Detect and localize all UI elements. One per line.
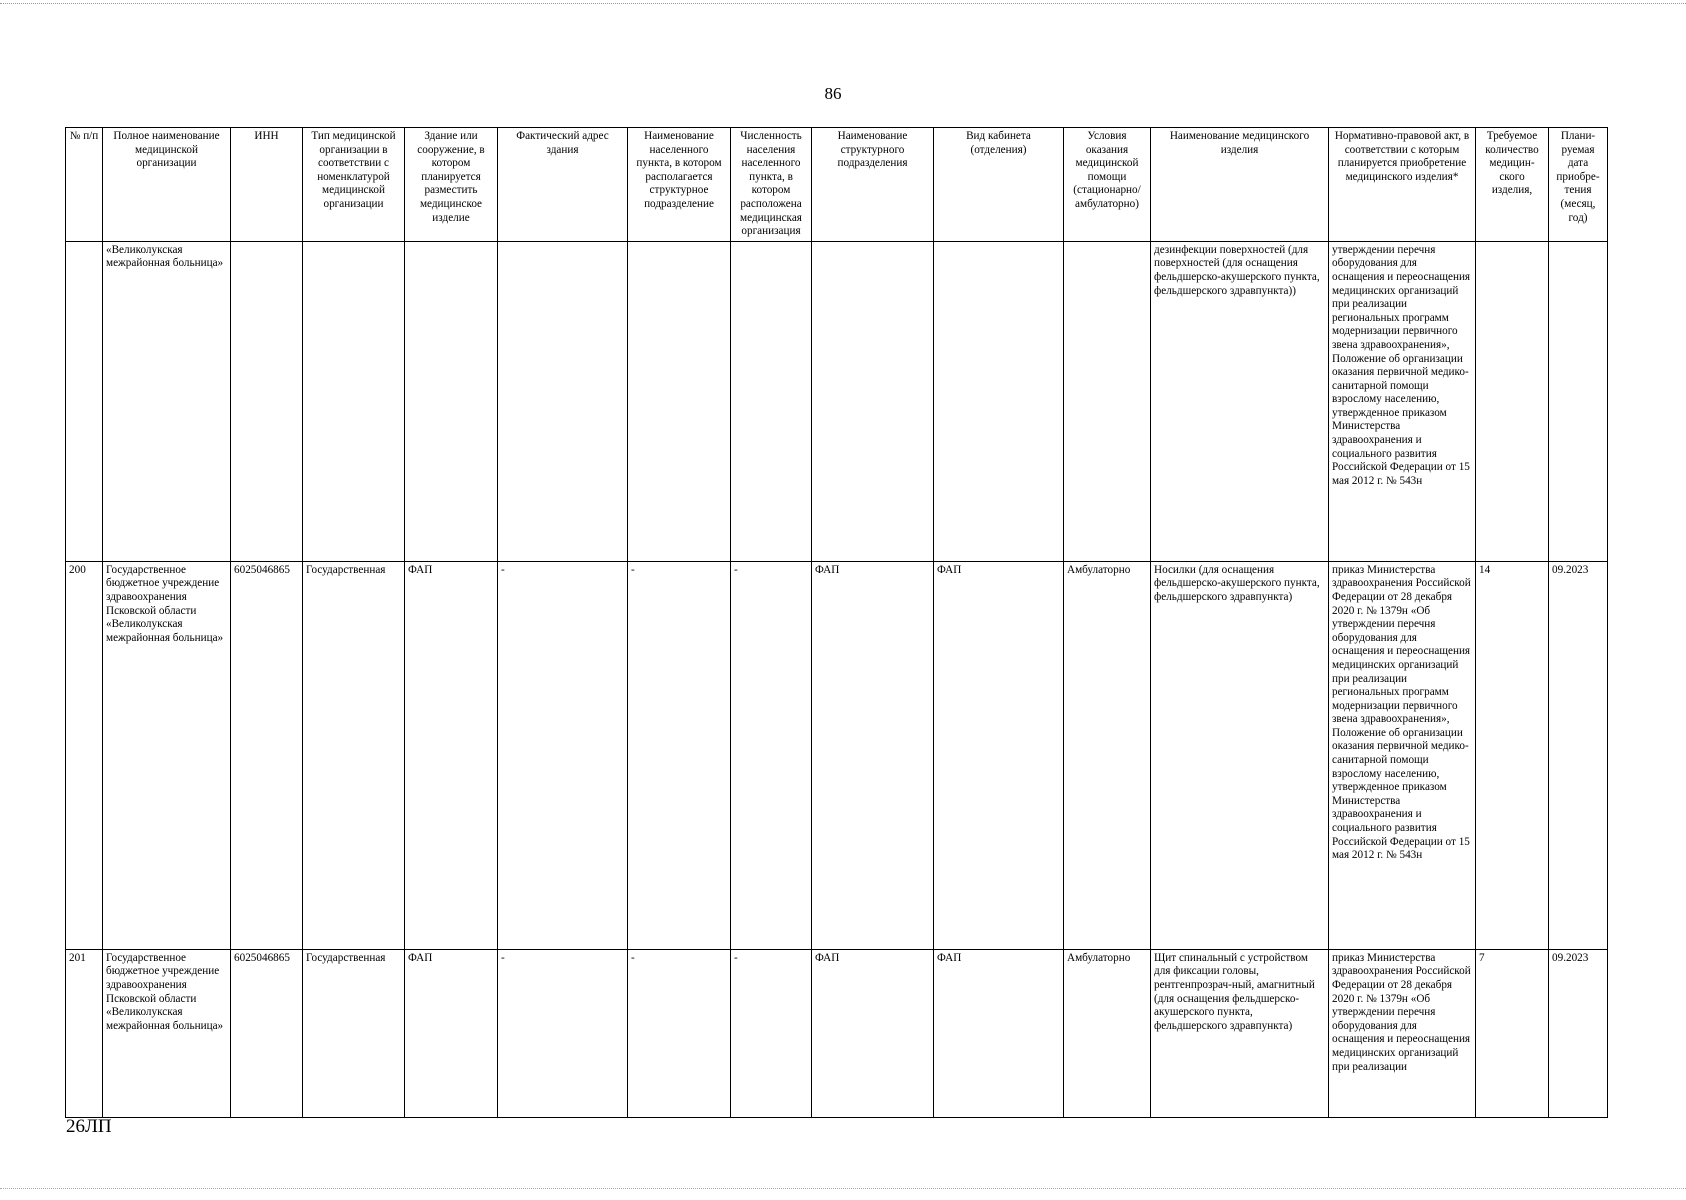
cell-cabinet: ФАП xyxy=(934,561,1064,949)
cell-building xyxy=(405,241,498,561)
col-header-num: № п/п xyxy=(66,128,103,242)
cell-device: Носилки (для оснащения фельдшерско-акушерского пункта, фельдшерского здравпункта) xyxy=(1151,561,1329,949)
cell-qty xyxy=(1476,241,1549,561)
cell-conditions: Амбулаторно xyxy=(1064,561,1151,949)
table-header-row xyxy=(66,128,1608,242)
cell-population: - xyxy=(731,949,812,1117)
col-header-building: Здание или сооружение, в котором планируется разместить медицинское изделие xyxy=(405,128,498,242)
cell-unit: ФАП xyxy=(812,561,934,949)
cell-org: Государственное бюджетное учреждение здравоохранения Псковской области «Великолукская межрайонная больница» xyxy=(103,561,231,949)
cell-inn: 6025046865 xyxy=(231,949,303,1117)
table-row xyxy=(66,949,1608,1117)
cell-address xyxy=(498,241,628,561)
cell-qty: 14 xyxy=(1476,561,1549,949)
cell-date: 09.2023 xyxy=(1549,949,1608,1117)
col-header-org: Полное наименование медицинской организации xyxy=(103,128,231,242)
cell-unit xyxy=(812,241,934,561)
cell-act: приказ Министерства здравоохранения Российской Федерации от 28 декабря 2020 г. № 1379н «Об утверждении перечня оборудования для оснащения и переоснащения медицинских организаций при реализации xyxy=(1329,949,1476,1117)
col-header-date: Плани-руемая дата приобре-тения (месяц, год) xyxy=(1549,128,1608,242)
cell-building: ФАП xyxy=(405,561,498,949)
cell-num: 200 xyxy=(66,561,103,949)
cell-type: Государственная xyxy=(303,949,405,1117)
cell-cabinet xyxy=(934,241,1064,561)
cell-population: - xyxy=(731,561,812,949)
col-header-device: Наименование медицинского изделия xyxy=(1151,128,1329,242)
page-number: 86 xyxy=(824,84,842,103)
cell-type: Государственная xyxy=(303,561,405,949)
cell-population xyxy=(731,241,812,561)
col-header-locality: Наименование населенного пункта, в котором располагается структурное подразделение xyxy=(628,128,731,242)
col-header-unit: Наименование структурного подразделения xyxy=(812,128,934,242)
cell-qty: 7 xyxy=(1476,949,1549,1117)
cell-inn: 6025046865 xyxy=(231,561,303,949)
col-header-conditions: Условия оказания медицинской помощи (стационарно/ амбулаторно) xyxy=(1064,128,1151,242)
cell-num xyxy=(66,241,103,561)
equipment-table xyxy=(65,127,1608,1118)
cell-building: ФАП xyxy=(405,949,498,1117)
cell-cabinet: ФАП xyxy=(934,949,1064,1117)
col-header-cabinet: Вид кабинета (отделения) xyxy=(934,128,1064,242)
scan-edge-bottom xyxy=(0,1188,1686,1189)
col-header-act: Нормативно-правовой акт, в соответствии с которым планируется приобретение медицинского изделия* xyxy=(1329,128,1476,242)
cell-address: - xyxy=(498,561,628,949)
cell-locality: - xyxy=(628,561,731,949)
cell-date: 09.2023 xyxy=(1549,561,1608,949)
col-header-population: Численность населения населенного пункта, в котором расположена медицинская организация xyxy=(731,128,812,242)
col-header-type: Тип медицинской организации в соответствии с номенклатурой медицинской организации xyxy=(303,128,405,242)
cell-org: «Великолукская межрайонная больница» xyxy=(103,241,231,561)
col-header-qty: Требуемое количество медицин-ского изделия, xyxy=(1476,128,1549,242)
cell-locality xyxy=(628,241,731,561)
footer-code: 26ЛП xyxy=(66,1116,112,1137)
cell-device: дезинфекции поверхностей (для поверхностей (для оснащения фельдшерско-акушерского пункта, фельдшерского здравпункта)) xyxy=(1151,241,1329,561)
table-row xyxy=(66,561,1608,949)
cell-type xyxy=(303,241,405,561)
cell-conditions xyxy=(1064,241,1151,561)
col-header-inn: ИНН xyxy=(231,128,303,242)
scan-edge-top xyxy=(0,3,1686,4)
cell-date xyxy=(1549,241,1608,561)
cell-device: Щит спинальный с устройством для фиксации головы, рентгенпрозрач-ный, амагнитный (для оснащения фельдшерско-акушерского пункта, фельдшерского здравпункта) xyxy=(1151,949,1329,1117)
cell-num: 201 xyxy=(66,949,103,1117)
cell-act: утверждении перечня оборудования для оснащения и переоснащения медицинских организаций при реализации региональных программ модернизации первичного звена здравоохранения», Положение об организации оказания первичной медико-санитарной помощи взрослому населению, утвержденное приказом Министерства здравоохранения и социального развития Российской Федерации от 15 мая 2012 г. № 543н xyxy=(1329,241,1476,561)
cell-locality: - xyxy=(628,949,731,1117)
cell-unit: ФАП xyxy=(812,949,934,1117)
cell-org: Государственное бюджетное учреждение здравоохранения Псковской области «Великолукская межрайонная больница» xyxy=(103,949,231,1117)
col-header-address: Фактический адрес здания xyxy=(498,128,628,242)
cell-conditions: Амбулаторно xyxy=(1064,949,1151,1117)
cell-act: приказ Министерства здравоохранения Российской Федерации от 28 декабря 2020 г. № 1379н «Об утверждении перечня оборудования для оснащения и переоснащения медицинских организаций при реализации региональных программ модернизации первичного звена здравоохранения», Положение об организации оказания первичной медико-санитарной помощи взрослому населению, утвержденное приказом Министерства здравоохранения и социального развития Российской Федерации от 15 мая 2012 г. № 543н xyxy=(1329,561,1476,949)
table-row xyxy=(66,241,1608,561)
cell-inn xyxy=(231,241,303,561)
cell-address: - xyxy=(498,949,628,1117)
